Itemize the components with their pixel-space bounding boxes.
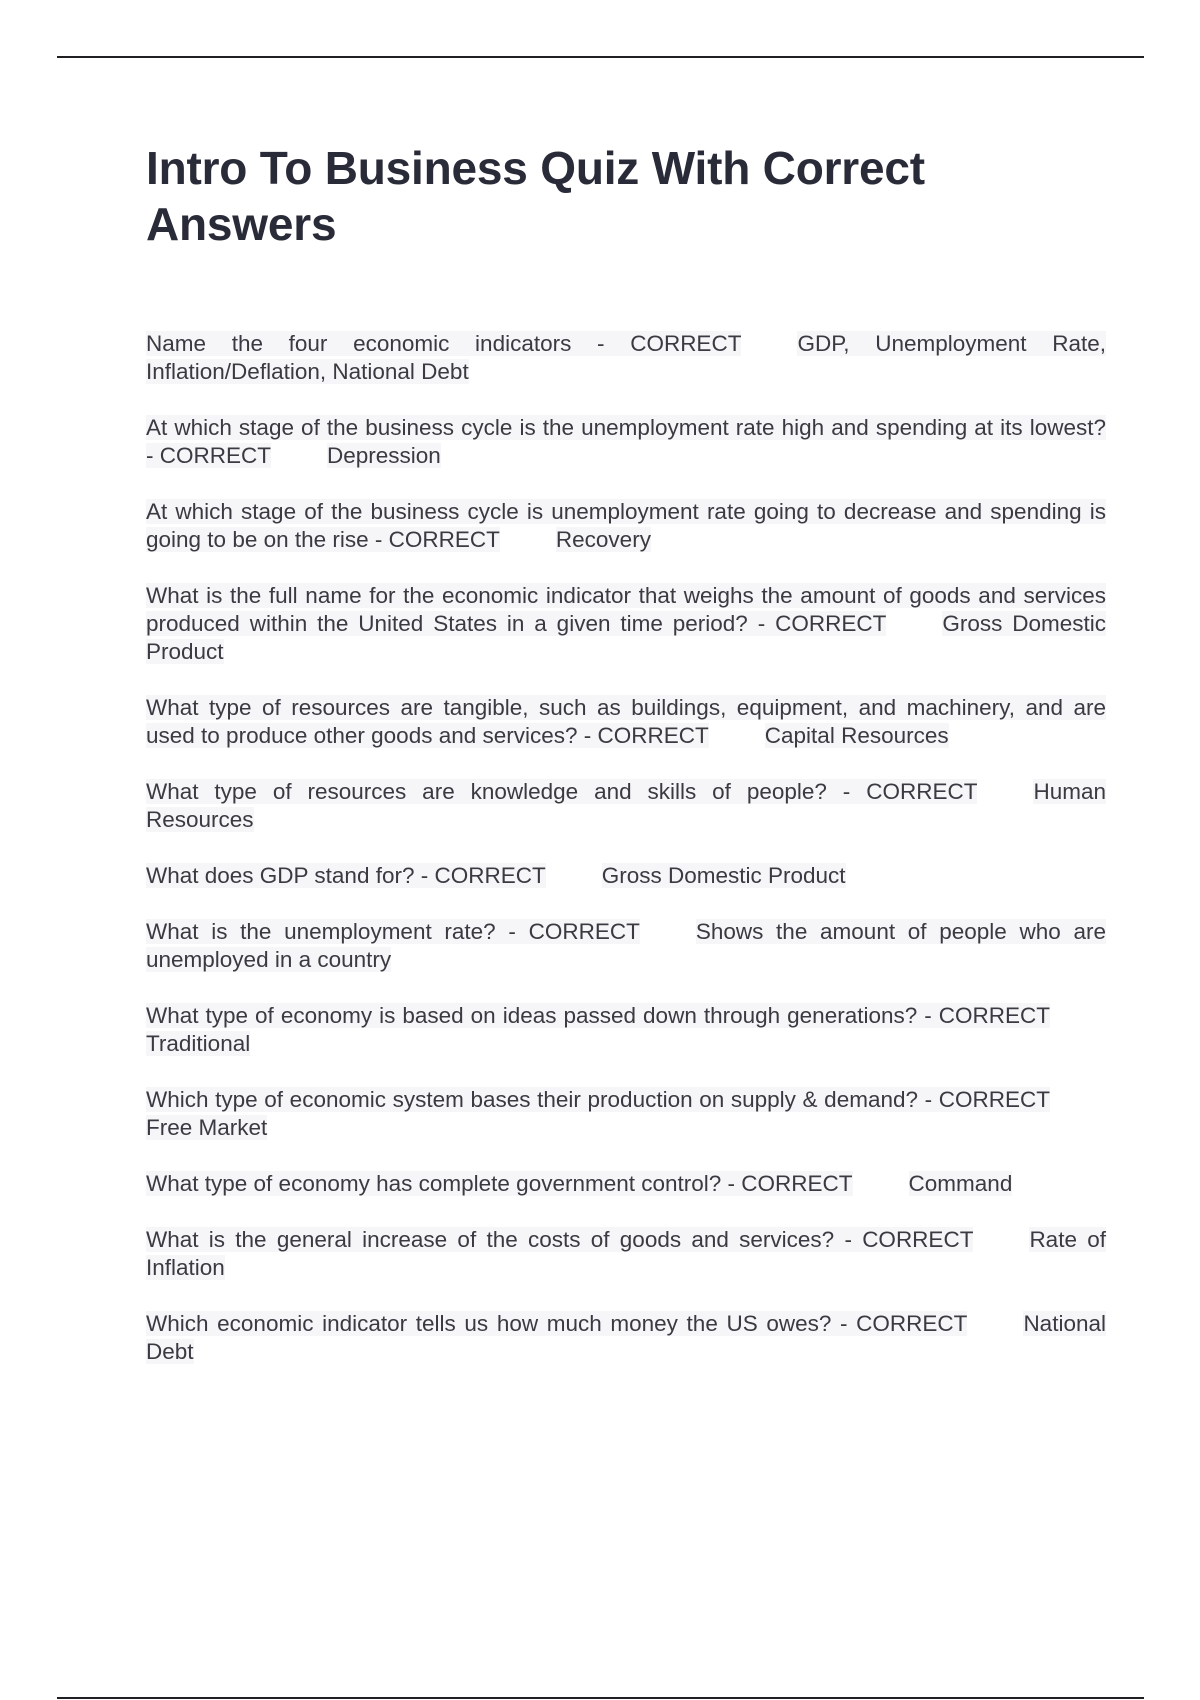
qa-question: What is the unemployment rate? - CORRECT [146,919,640,944]
qa-item [146,1002,1106,1058]
qa-answer: Command [908,1171,1013,1196]
qa-item [146,414,1106,470]
qa-question: What type of economy has complete government control? - CORRECT [146,1171,853,1196]
qa-answer: Depression [327,443,441,468]
qa-question: What is the full name for the economic indicator that weighs the amount of goods and services produced within the United States in a given time period? - CORRECT [146,583,1106,636]
qa-item [146,694,1106,750]
qa-item [146,862,1106,890]
qa-answer: Human Resources [146,779,1106,832]
qa-answer: Shows the amount of people who are unemployed in a country [146,919,1106,972]
qa-item [146,778,1106,834]
qa-question: What does GDP stand for? - CORRECT [146,863,546,888]
document-title: Intro To Business Quiz With Correct Answers [146,142,925,250]
qa-answer: Traditional [146,1031,251,1056]
qa-answer: Free Market [146,1115,268,1140]
qa-question: What type of resources are tangible, such as buildings, equipment, and machinery, and are used to produce other goods and services? - CORRECT [146,695,1106,748]
qa-question: Name the four economic indicators - CORRECT [146,331,742,356]
top-divider [57,56,1144,58]
qa-question: At which stage of the business cycle is unemployment rate going to decrease and spending is going to be on the rise - CORRECT [146,499,1106,552]
qa-item [146,582,1106,666]
qa-question: At which stage of the business cycle is the unemployment rate high and spending at its lowest? - CORRECT [146,415,1106,468]
qa-answer: Gross Domestic Product [601,863,846,888]
qa-question: What type of resources are knowledge and skills of people? - CORRECT [146,779,978,804]
qa-item [146,1170,1106,1198]
document-page [146,140,1106,1394]
qa-item [146,1086,1106,1142]
qa-question: What is the general increase of the costs of goods and services? - CORRECT [146,1227,974,1252]
qa-list [146,330,1106,1366]
qa-answer: GDP, Unemployment Rate, Inflation/Deflation, National Debt [146,331,1106,384]
qa-answer: Capital Resources [764,723,949,748]
qa-answer: National Debt [146,1311,1106,1364]
qa-answer: Rate of Inflation [146,1227,1106,1280]
qa-answer: Gross Domestic Product [146,611,1106,664]
qa-question: Which economic indicator tells us how much money the US owes? - CORRECT [146,1311,968,1336]
qa-item [146,1310,1106,1366]
qa-answer: Recovery [555,527,651,552]
bottom-divider [57,1697,1144,1699]
qa-question: What type of economy is based on ideas passed down through generations? - CORRECT [146,1003,1050,1028]
qa-item [146,918,1106,974]
qa-item [146,498,1106,554]
qa-item [146,1226,1106,1282]
qa-question: Which type of economic system bases their production on supply & demand? - CORRECT [146,1087,1050,1112]
qa-item [146,330,1106,386]
